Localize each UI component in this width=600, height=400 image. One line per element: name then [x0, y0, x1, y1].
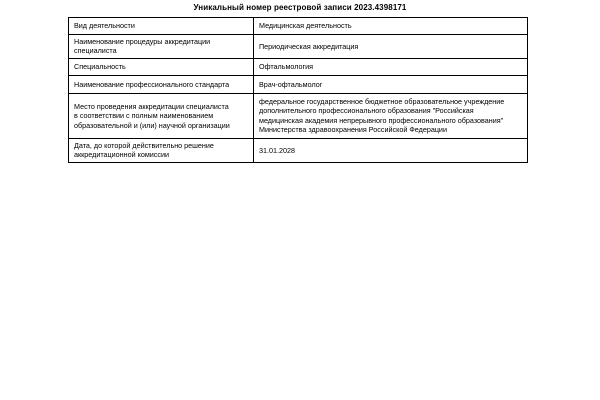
table-row-activity-type [69, 18, 528, 35]
text-line: Медицинская деятельность [259, 21, 352, 31]
text-line: Офтальмология [259, 62, 314, 72]
text-line: аккредитационной комиссии [74, 150, 170, 160]
row-label-cell [69, 58, 254, 75]
text-line: Специальность [74, 62, 126, 72]
text-line: Наименование профессионального стандарта [74, 79, 230, 89]
row-label-cell [69, 138, 254, 162]
row-value-cell [254, 93, 528, 138]
text-line: Врач-офтальмолог [259, 79, 323, 89]
text-line: в соответствии с полным наименованием [74, 111, 214, 121]
table-row-valid-until-date [69, 138, 528, 162]
table-row-professional-standard [69, 75, 528, 93]
registry-record-table [68, 17, 528, 163]
text-line: образовательной и (или) научной организации [74, 120, 230, 130]
row-label-cell [69, 18, 254, 35]
table-row-accreditation-procedure [69, 35, 528, 59]
text-line: Дата, до которой действительно решение [74, 140, 214, 150]
table-row-accreditation-place [69, 93, 528, 138]
text-line: 31.01.2028 [259, 145, 295, 155]
text-line: специалиста [74, 46, 117, 56]
text-line: Наименование процедуры аккредитации [74, 37, 211, 46]
row-label-cell [69, 75, 254, 93]
row-value-cell [254, 138, 528, 162]
text-line: Вид деятельности [74, 21, 135, 31]
row-value-cell [254, 18, 528, 35]
text-line: федеральное государственное бюджетное образовательное учреждение [259, 97, 505, 106]
document-title: Уникальный номер реестровой записи 2023.4398171 [193, 3, 407, 12]
row-value-cell [254, 75, 528, 93]
row-value-cell [254, 58, 528, 75]
text-line: Периодическая аккредитация [259, 41, 359, 51]
text-line: дополнительного профессионального образования "Российская [259, 106, 474, 116]
row-value-cell [254, 35, 528, 59]
text-line: Министерства здравоохранения Российской Федерации [259, 125, 447, 135]
row-label-cell [69, 35, 254, 59]
row-label-cell [69, 93, 254, 138]
text-line: медицинская академия непрерывного профессионального образования" [259, 115, 504, 125]
text-line: Место проведения аккредитации специалиста [74, 101, 229, 111]
table-row-specialty [69, 58, 528, 75]
